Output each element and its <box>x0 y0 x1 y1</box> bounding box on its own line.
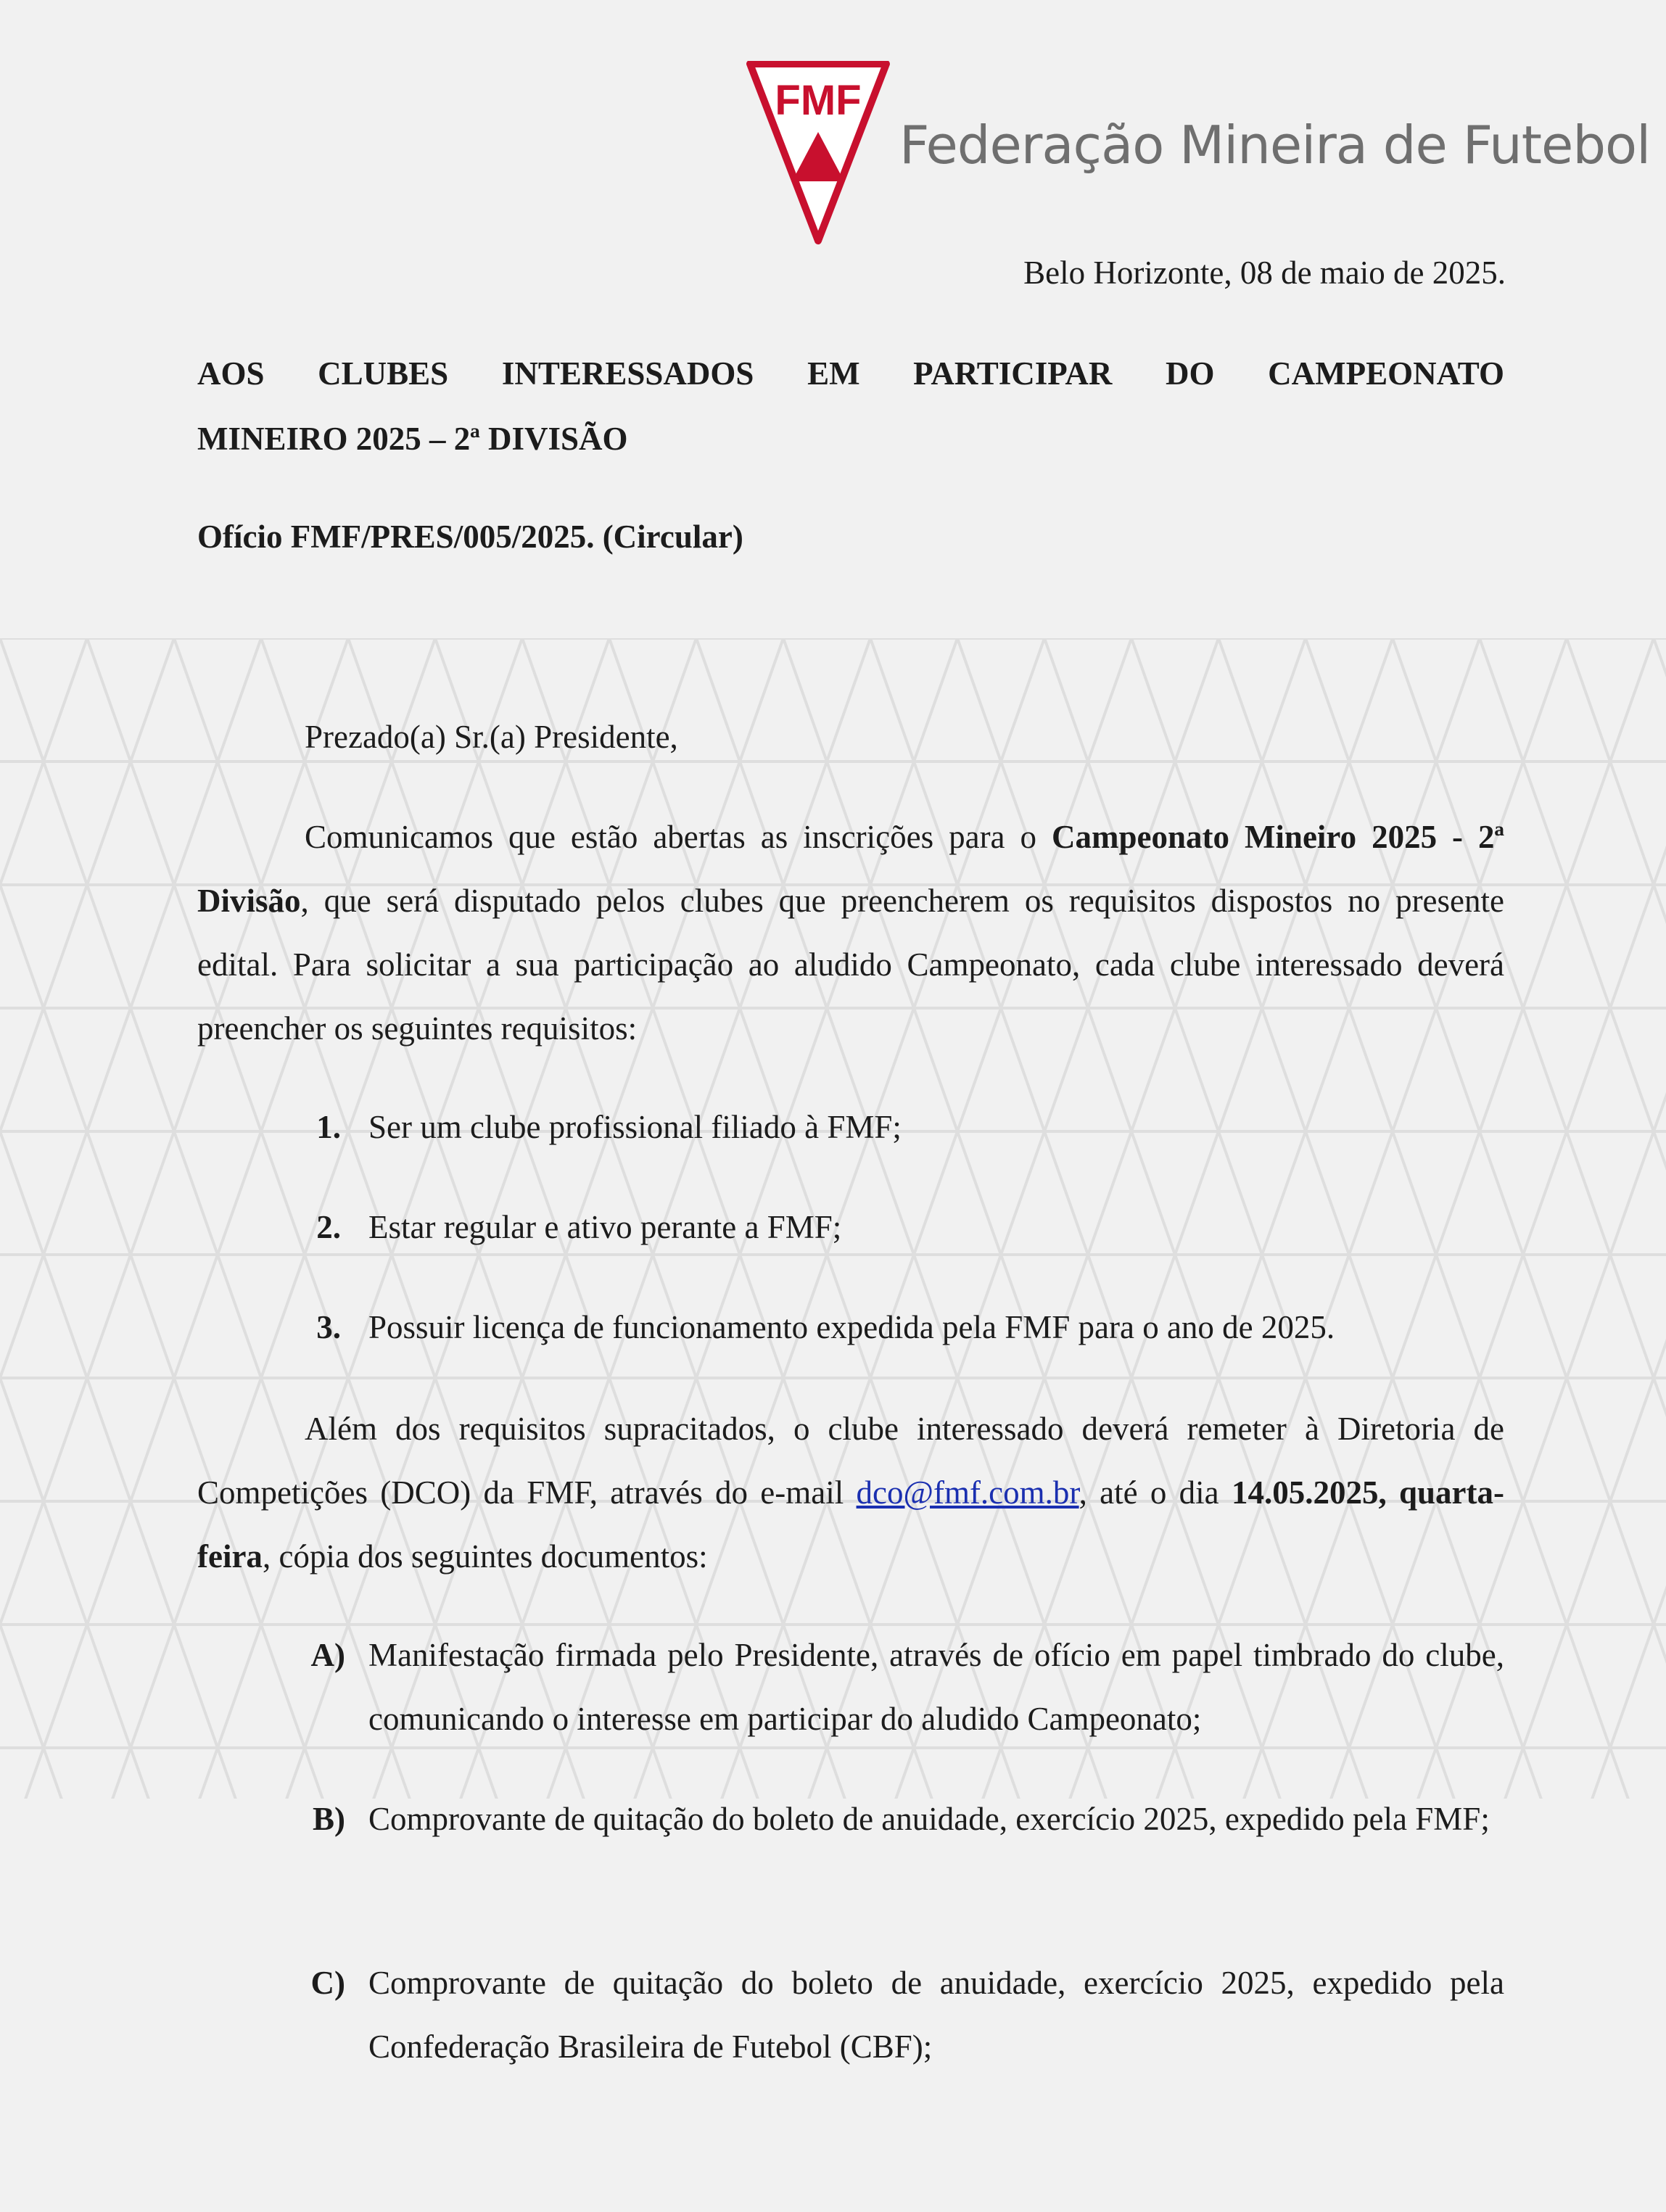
paragraph-intro-text-1: Comunicamos que estão abertas as inscrições para o <box>305 819 1052 855</box>
letter-heading <box>197 341 1504 471</box>
requirement-marker: 2. <box>316 1209 341 1245</box>
deadline-date: 14.05.2025, quarta-feira <box>197 1474 1504 1575</box>
fmf-shield-logo-icon <box>746 61 891 249</box>
requirement-text: Estar regular e ativo perante a FMF; <box>368 1209 842 1245</box>
logo-text: FMF <box>775 77 862 124</box>
heading-line-1: AOS CLUBES INTERESSADOS EM PARTICIPAR DO CAMPEONATO <box>197 355 1504 392</box>
paragraph-documents-text-3: , cópia dos seguintes documentos: <box>262 1538 708 1575</box>
championship-name: Campeonato Mineiro 2025 - 2ª Divisão <box>197 819 1504 919</box>
salutation: Prezado(a) Sr.(a) Presidente, <box>305 719 678 755</box>
document-marker: C) <box>310 1965 345 2001</box>
email-link[interactable]: dco@fmf.com.br <box>856 1474 1079 1511</box>
date-line: Belo Horizonte, 08 de maio de 2025. <box>1023 255 1506 291</box>
oficio-reference: Ofício FMF/PRES/005/2025. (Circular) <box>197 519 743 555</box>
document-text: Comprovante de quitação do boleto de anuidade, exercício 2025, expedido pela Confederação Brasileira de Futebol (CBF); <box>368 1965 1504 2065</box>
heading-line-2: MINEIRO 2025 – 2ª DIVISÃO <box>197 421 628 457</box>
document-marker: A) <box>310 1637 345 1673</box>
paragraph-documents-text-1: Além dos requisitos supracitados, o clube interessado deverá remeter à Diretoria de Competições (DCO) da FMF, através do e-mail <box>197 1411 1504 1511</box>
requirement-marker: 3. <box>316 1309 341 1345</box>
org-name: Federação Mineira de Futebol <box>899 115 1651 176</box>
paragraph-intro <box>197 805 1504 1060</box>
document-marker: B) <box>313 1801 345 1837</box>
document-text: Manifestação firmada pelo Presidente, através de ofício em papel timbrado do clube, comunicando o interesse em participar do aludido Campeonato; <box>368 1637 1504 1737</box>
paragraph-documents-text-2: , até o dia <box>1079 1474 1232 1511</box>
document-text: Comprovante de quitação do boleto de anuidade, exercício 2025, expedido pela FMF; <box>368 1801 1490 1837</box>
requirement-marker: 1. <box>316 1109 341 1145</box>
paragraph-documents <box>197 1397 1504 1588</box>
requirement-text: Possuir licença de funcionamento expedida pela FMF para o ano de 2025. <box>368 1309 1335 1345</box>
requirement-text: Ser um clube profissional filiado à FMF; <box>368 1109 902 1145</box>
paragraph-intro-text-2: , que será disputado pelos clubes que preencherem os requisitos dispostos no presente edital. Para solicitar a sua participação ao aludido Campeonato, cada clube interessado deverá preencher os seguintes requisitos: <box>197 883 1504 1047</box>
